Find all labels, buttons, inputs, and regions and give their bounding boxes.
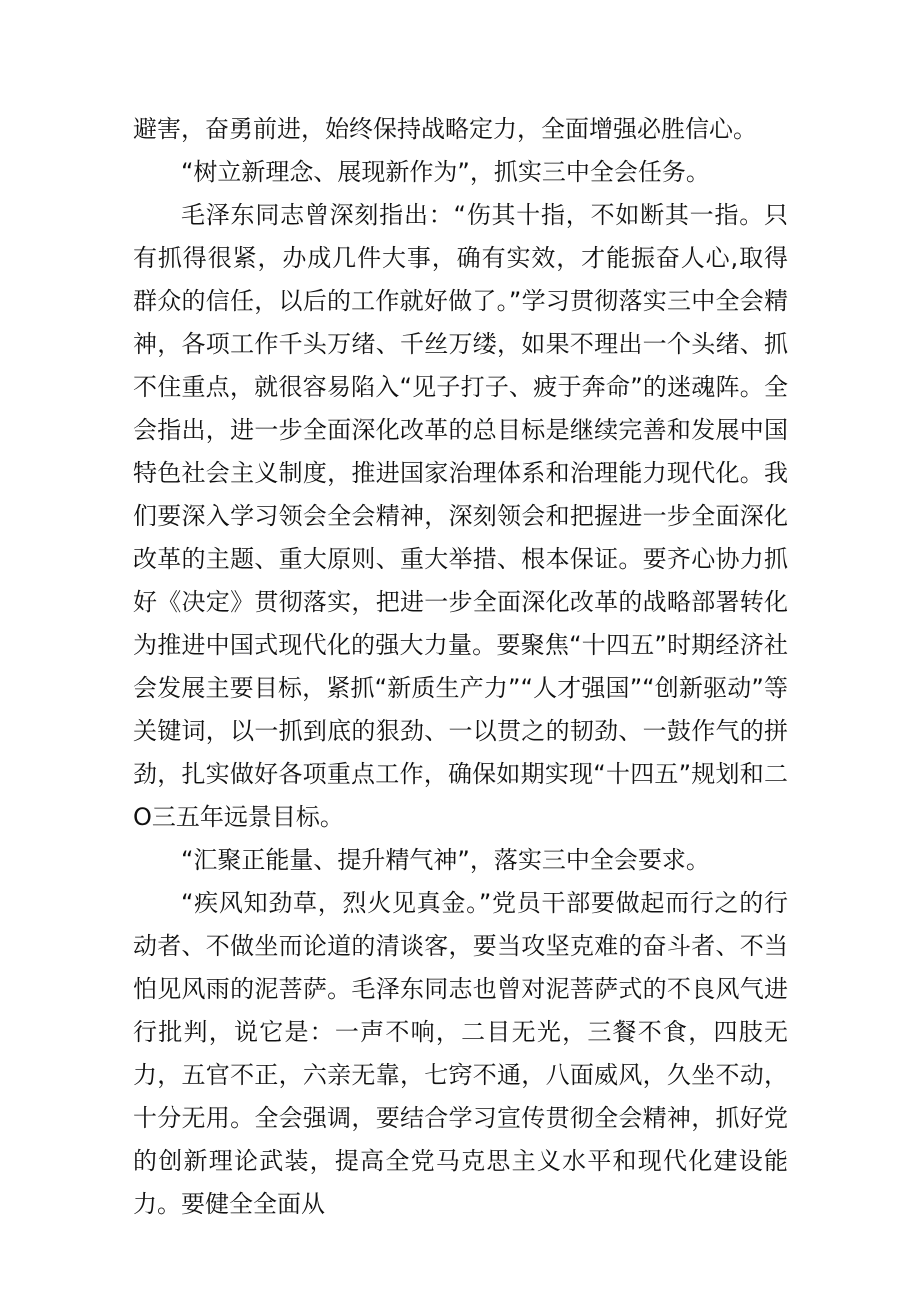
paragraph-continuation: 避害，奋勇前进，始终保持战略定力，全面增强必胜信心。 <box>133 115 757 143</box>
paragraph-mao-quote: 毛泽东同志曾深刻指出：“伤其十指，不如断其一指。只有抓得很紧，办成几件大事，确有实效，才能振奋人心,取得群众的信任，以后的工作就好做了。”学习贯彻落实三中全会精神，各项工作千头万绪、千丝万缕，如果不理出一个头绪、抓不住重点，就很容易陷入“见子打子、疲于奔命”的迷魂阵。全会指出，进一步全面深化改革的总目标是继续完善和发展中国特色社会主义制度，推进国家治理体系和治理能力现代化。我们要深入学习领会全会精神，深刻领会和把握进一步全面深化改革的主题、重大原则、重大举措、根本保证。要齐心协力抓好《决定》贯彻落实，把进一步全面深化改革的战略部署转化为推进中国式现代化的强大力量。要聚焦“十四五”时期经济社会发展主要目标，紧抓“新质生产力”“人才强国”“创新驱动”等关键词，以一抓到底的狠劲、一以贯之的韧劲、一鼓作气的拼劲，扎实做好各项重点工作，确保如期实现“十四五”规划和二O三五年远景目标。 <box>133 201 788 831</box>
paragraph-strong-wind: “疾风知劲草，烈火见真金。”党员干部要做起而行之的行动者、不做坐而论道的清谈客，要当攻坚克难的奋斗者、不当怕见风雨的泥菩萨。毛泽东同志也曾对泥菩萨式的不良风气进行批判，说它是：一声不响，二目无光，三餐不食，四肢无力，五官不正，六亲无靠，七窍不通，八面威风，久坐不动，十分无用。全会强调，要结合学习宣传贯彻全会精神，抓好党的创新理论武装，提高全党马克思主义水平和现代化建设能力。要健全全面从 <box>133 889 788 1218</box>
document-body <box>133 108 788 1226</box>
section-heading-positive-energy: “汇聚正能量、提升精气神”，落实三中全会要求。 <box>181 846 710 874</box>
section-heading-new-ideas: “树立新理念、展现新作为”，抓实三中全会任务。 <box>181 158 710 186</box>
